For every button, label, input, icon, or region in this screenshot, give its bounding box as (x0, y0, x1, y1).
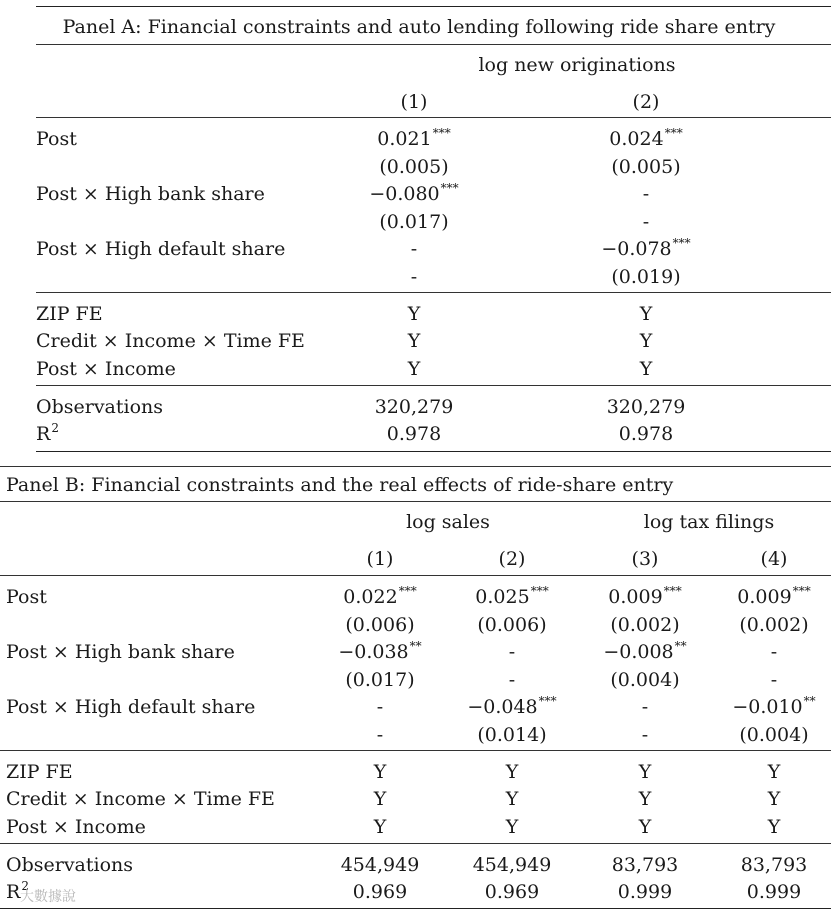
panel-b-cell: −0.008** (603, 639, 687, 663)
panel-a-fe-cell: Y (639, 303, 653, 325)
panel-a-fe-cell: Y (407, 303, 421, 325)
panel-a-fe-cell: Y (639, 330, 653, 352)
panel-b-fe-cell: Y (505, 761, 519, 783)
panel-b-row-label: Post × High default share (6, 696, 256, 718)
panel-a-stat-label: Observations (36, 396, 164, 418)
panel-b-fe-cell: Y (373, 816, 387, 838)
panel-a-stat-cell: 320,279 (374, 396, 454, 418)
panel-b-fe-cell: Y (638, 816, 652, 838)
panel-b-col-3: (3) (631, 548, 659, 570)
panel-b-fe-cell: Y (638, 761, 652, 783)
panel-b-cell: - (376, 724, 384, 746)
panel-b-fe-cell: Y (373, 788, 387, 810)
panel-a-cell: 0.024*** (609, 126, 683, 150)
panel-a-row-label: Post × High default share (36, 238, 286, 260)
panel-b-cell: (0.004) (739, 724, 809, 746)
panel-b-cell: −0.038** (338, 639, 422, 663)
panel-b-row-label: Post × High bank share (6, 641, 235, 663)
panel-a-cell: −0.080*** (369, 181, 459, 205)
panel-b-header-rule (0, 575, 831, 576)
panel-b-stat-cell: 83,793 (611, 854, 679, 876)
panel-a-cell: −0.078*** (601, 236, 691, 260)
panel-b-cell: - (376, 696, 384, 718)
panel-b-cell: - (508, 669, 516, 691)
panel-b-fe-cell: Y (767, 788, 781, 810)
panel-b-cell: (0.002) (610, 614, 680, 636)
panel-a-stat-cell: 320,279 (606, 396, 686, 418)
panel-a-fe-label: Post × Income (36, 358, 176, 380)
panel-b-fe-cell: Y (638, 788, 652, 810)
panel-a-cell: - (642, 211, 650, 233)
panel-b-bottom-rule (0, 908, 831, 909)
panel-a-cell: - (410, 266, 418, 288)
panel-b-cell: (0.014) (477, 724, 547, 746)
panel-a-row-label: Post × High bank share (36, 183, 265, 205)
panel-b-cell: - (641, 696, 649, 718)
panel-b-col-4: (4) (760, 548, 788, 570)
panel-a-fe-cell: Y (639, 358, 653, 380)
panel-b-fe-label: ZIP FE (6, 761, 73, 783)
panel-b-dep-var-sales: log sales (406, 511, 490, 533)
panel-b-fe-cell: Y (505, 816, 519, 838)
panel-b-title-rule (0, 501, 831, 502)
panel-b-top-rule (0, 466, 831, 467)
panel-b-cell: (0.004) (610, 669, 680, 691)
panel-a-stat-label: $R^2$ (36, 421, 59, 445)
panel-a-row-label: Post (36, 128, 77, 150)
panel-b-fe-cell: Y (767, 816, 781, 838)
panel-b-cell: (0.017) (345, 669, 415, 691)
panel-b-cell: (0.006) (477, 614, 547, 636)
panel-a-cell: 0.021*** (377, 126, 451, 150)
panel-b-fe-cell: Y (767, 761, 781, 783)
panel-a-col-2: (2) (632, 91, 660, 113)
panel-a-fe-label: Credit × Income × Time FE (36, 330, 305, 352)
panel-a-stat-cell: 0.978 (618, 423, 674, 445)
panel-a-cell: - (410, 238, 418, 260)
panel-b-cell: - (508, 641, 516, 663)
panel-a-header-rule (36, 117, 831, 118)
panel-b-fe-rule (0, 750, 831, 751)
panel-b-stats-rule (0, 843, 831, 844)
panel-b-fe-cell: Y (505, 788, 519, 810)
watermark: 大數據說 (20, 889, 76, 905)
panel-a-title: Panel A: Financial constraints and auto lending following ride share entry (62, 16, 776, 38)
panel-b-col-1: (1) (366, 548, 394, 570)
panel-b-stat-cell: 83,793 (740, 854, 808, 876)
panel-b-stat-cell: 454,949 (472, 854, 552, 876)
panel-b-cell: - (641, 724, 649, 746)
panel-b-cell: 0.009*** (737, 584, 811, 608)
panel-b-cell: (0.006) (345, 614, 415, 636)
panel-b-cell: 0.009*** (608, 584, 682, 608)
panel-a-fe-cell: Y (407, 330, 421, 352)
panel-b-stat-cell: 0.999 (617, 881, 673, 903)
panel-a-cell: (0.017) (379, 211, 449, 233)
panel-a-dep-var: log new originations (478, 54, 676, 76)
panel-b-fe-label: Post × Income (6, 816, 146, 838)
panel-b-cell: - (770, 641, 778, 663)
panel-a-cell: (0.005) (611, 156, 681, 178)
panel-a-stats-rule (36, 385, 831, 386)
panel-a-stat-cell: 0.978 (386, 423, 442, 445)
panel-b-stat-cell: 0.999 (746, 881, 802, 903)
panel-a-col-1: (1) (400, 91, 428, 113)
panel-b-title: Panel B: Financial constraints and the real effects of ride-share entry (6, 474, 674, 496)
panel-a-cell: - (642, 183, 650, 205)
panel-b-stat-cell: 0.969 (484, 881, 540, 903)
panel-a-cell: (0.005) (379, 156, 449, 178)
panel-b-cell: 0.022*** (343, 584, 417, 608)
panel-a-title-rule (36, 44, 831, 45)
panel-a-fe-rule (36, 292, 831, 293)
panel-b-dep-var-tax: log tax filings (643, 511, 775, 533)
panel-b-stat-label: Observations (6, 854, 134, 876)
panel-b-cell: 0.025*** (475, 584, 549, 608)
panel-a-fe-cell: Y (407, 358, 421, 380)
panel-b-row-label: Post (6, 586, 47, 608)
panel-b-stat-cell: 0.969 (352, 881, 408, 903)
panel-b-cell: - (770, 669, 778, 691)
panel-a-top-rule (36, 6, 831, 7)
panel-b-fe-cell: Y (373, 761, 387, 783)
panel-b-stat-label: $R^2$ (6, 879, 29, 903)
panel-b-fe-label: Credit × Income × Time FE (6, 788, 275, 810)
panel-b-stat-cell: 454,949 (340, 854, 420, 876)
panel-a-fe-label: ZIP FE (36, 303, 103, 325)
panel-b-cell: −0.048*** (467, 694, 557, 718)
panel-b-col-2: (2) (498, 548, 526, 570)
panel-a-bottom-rule (36, 451, 831, 452)
panel-b-cell: −0.010** (732, 694, 816, 718)
panel-a-cell: (0.019) (611, 266, 681, 288)
panel-b-cell: (0.002) (739, 614, 809, 636)
